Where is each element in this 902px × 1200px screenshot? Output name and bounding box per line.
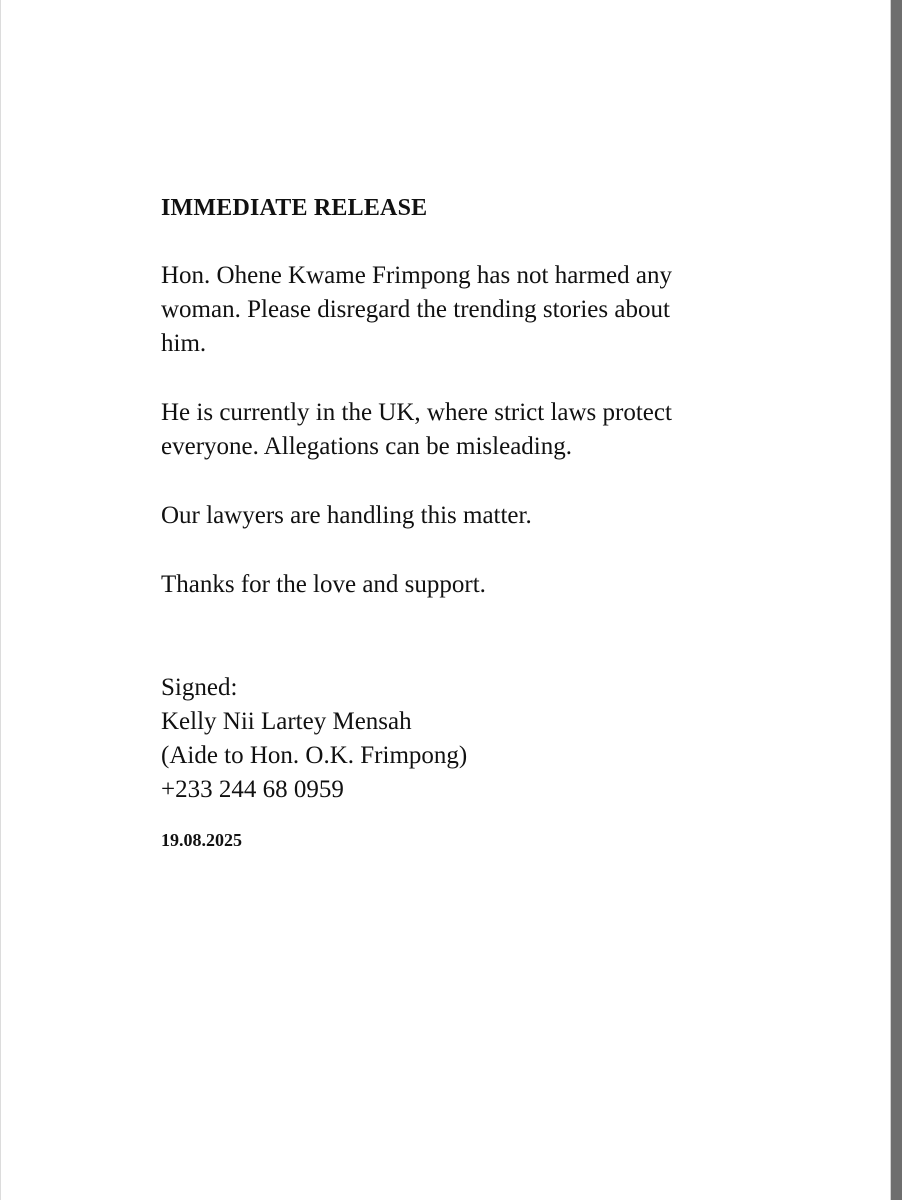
signatory-role: (Aide to Hon. O.K. Frimpong) [161, 742, 468, 769]
paragraph-line: Hon. Ohene Kwame Frimpong has not harmed any [161, 262, 672, 289]
paragraph-line: him. [161, 330, 207, 357]
document-title: IMMEDIATE RELEASE [161, 195, 428, 221]
paragraph-line: Thanks for the love and support. [161, 571, 486, 598]
paragraph-line: woman. Please disregard the trending stories about [161, 296, 670, 323]
paragraph-line: Our lawyers are handling this matter. [161, 502, 532, 529]
signature-label: Signed: [161, 674, 238, 701]
paragraph-thanks [161, 568, 781, 602]
paragraph-line: He is currently in the UK, where strict laws protect [161, 399, 672, 426]
document-body [161, 191, 781, 852]
paragraph-line: everyone. Allegations can be misleading. [161, 433, 572, 460]
paragraph-lawyers [161, 499, 781, 533]
signature-block [161, 671, 781, 807]
signatory-phone: +233 244 68 0959 [161, 776, 344, 803]
paragraph-location [161, 396, 781, 464]
signatory-name: Kelly Nii Lartey Mensah [161, 708, 412, 735]
paragraph-statement [161, 259, 781, 361]
document-date: 19.08.2025 [161, 830, 242, 850]
page-edge-shadow [891, 0, 902, 1200]
